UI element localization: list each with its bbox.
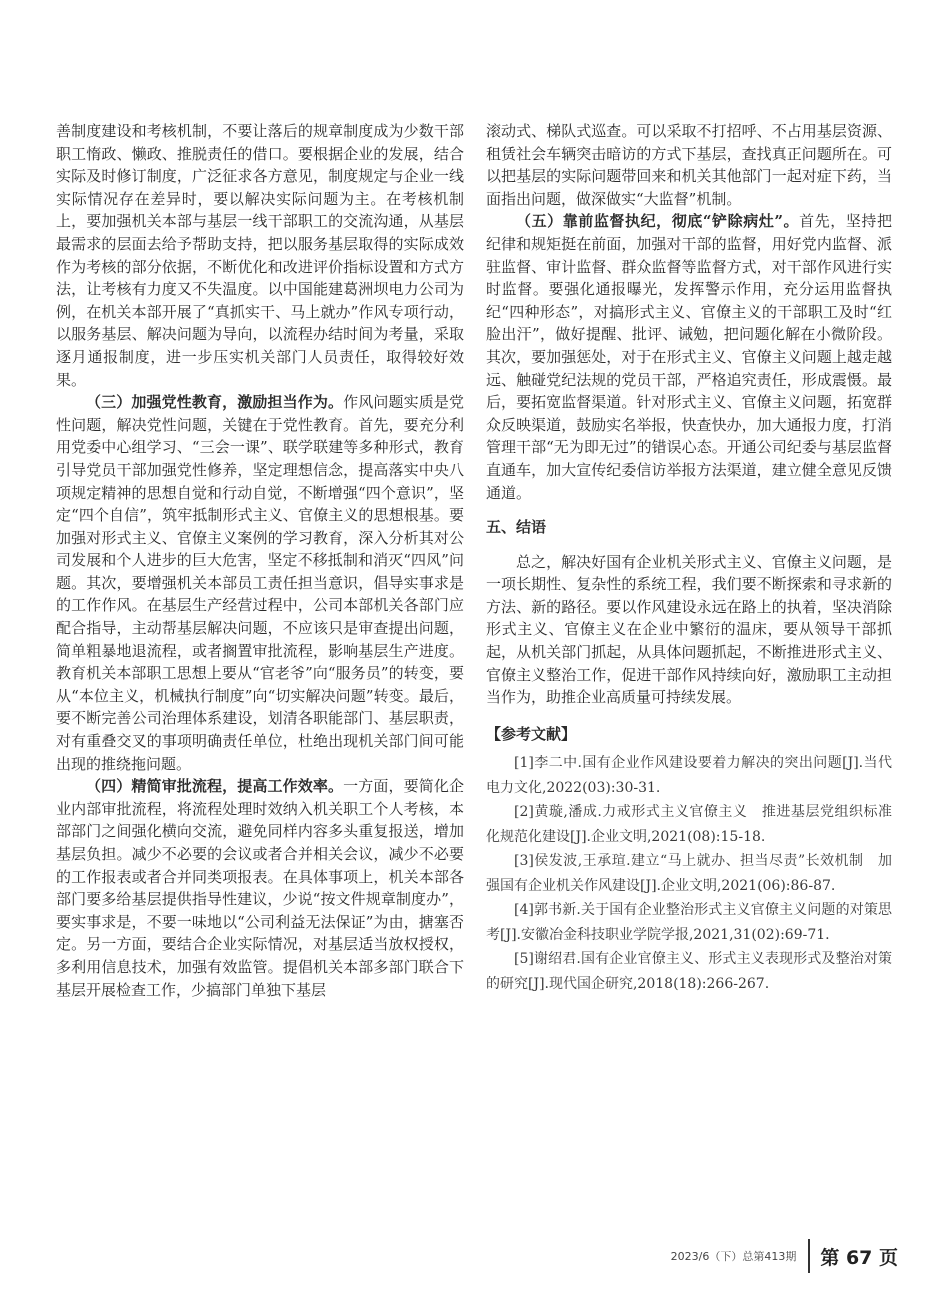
left-column	[56, 120, 464, 1001]
references-title: 【参考文献】	[486, 724, 577, 743]
reference-item: [3]侯发波,王承瑄.建立“马上就办、担当尽责”长效机制 加强国有企业机关作风建设[J].企业文明,2021(06):86-87.	[486, 853, 892, 894]
reference-item: [4]郭书新.关于国有企业整治形式主义官僚主义问题的对策思考[J].安徽冶金科技职业学院学报,2021,31(02):69-71.	[486, 902, 892, 943]
paragraph	[486, 210, 892, 504]
subsection-heading: （五）靠前监督执纪，彻底“铲除病灶”。	[516, 212, 800, 231]
paragraph-text: 善制度建设和考核机制，不要让落后的规章制度成为少数干部职工惰政、懒政、推脱责任的借口。要根据企业的发展，结合实际及时修订制度，广泛征求各方意见，制度规定与企业一线实际情况存在差异时，要以解决实际问题为主。在考核机制上，要加强机关本部与基层一线干部职工的交流沟通，从基层最需求的层面去给予帮助支持，把以服务基层取得的实际成效作为考核的部分依据，不断优化和改进评价指标设置和方式方法，让考核有力度又不失温度。以中国能建葛洲坝电力公司为例，在机关本部开展了“真抓实干、马上就办”作风专项行动，以服务基层、解决问题为导向，以流程办结时间为考量，采取逐月通报制度，进一步压实机关部门人员责任，取得较好效果。	[56, 122, 464, 389]
page-number: 第 67 页	[820, 1246, 898, 1269]
paragraph	[56, 391, 464, 775]
paragraph-text: 首先，坚持把纪律和规矩挺在前面，加强对干部的监督，用好党内监督、派驻监督、审计监督、群众监督等监督方式，对干部作风进行实时监督。要强化通报曝光，发挥警示作用，充分运用监督执纪“四种形态”，对搞形式主义、官僚主义的干部职工及时“红脸出汗”，做好提醒、批评、诫勉，把问题化解在小微阶段。其次，要加强惩处，对于在形式主义、官僚主义问题上越走越远、触碰党纪法规的党员干部，严格追究责任，形成震慑。最后，要拓宽监督渠道。针对形式主义、官僚主义问题，拓宽群众反映渠道，鼓励实名举报，快查快办，加大通报力度，打消管理干部“无为即无过”的错误心态。开通公司纪委与基层监督直通车，加大宣传纪委信访举报方法渠道，建立健全意见反馈通道。	[486, 212, 892, 502]
issue-info: 2023/6（下）总第413期	[670, 1250, 797, 1263]
paragraph-text: 一方面，要简化企业内部审批流程，将流程处理时效纳入机关职工个人考核，本部部门之间强化横向交流，避免同样内容多头重复报送，增加基层负担。减少不必要的会议或者合并相关会议，减少不必要的工作报表或者合并同类项报表。在具体事项上，机关本部各部门要多给基层提供指导性建议，少说“按文件规章制度办”，要实事求是，不要一味地以“公司利益无法保证”为由，搪塞否定。另一方面，要结合企业实际情况，对基层适当放权授权，多利用信息技术，加强有效监管。提倡机关本部多部门联合下基层开展检查工作，少搞部门单独下基层	[56, 777, 464, 999]
subsection-heading: （四）精简审批流程，提高工作效率。	[86, 777, 344, 796]
subsection-heading: （三）加强党性教育，激励担当作为。	[86, 393, 344, 412]
paragraph	[486, 120, 892, 210]
footer-divider	[808, 1239, 810, 1273]
right-column	[486, 120, 892, 996]
page-footer	[671, 1236, 898, 1276]
section-title: 五、结语	[486, 518, 547, 537]
reference-item: [5]谢绍君.国有企业官僚主义、形式主义表现形式及整治对策的研究[J].现代国企研究,2018(18):266-267.	[486, 951, 892, 992]
conclusion-paragraph: 总之，解决好国有企业机关形式主义、官僚主义问题，是一项长期性、复杂性的系统工程，我们要不断探索和寻求新的方法、新的路径。要以作风建设永远在路上的执着，坚决消除形式主义、官僚主义在企业中繁衍的温床，要从领导干部抓起，从机关部门抓起，从具体问题抓起，不断推进形式主义、官僚主义整治工作，促进干部作风持续向好，激励职工主动担当作为，助推企业高质量可持续发展。	[486, 552, 892, 707]
reference-item: [2]黄璇,潘成.力戒形式主义官僚主义 推进基层党组织标准化规范化建设[J].企业文明,2021(08):15-18.	[486, 804, 892, 845]
paragraph	[56, 775, 464, 1001]
reference-item: [1]李二中.国有企业作风建设要着力解决的突出问题[J].当代电力文化,2022(03):30-31.	[486, 755, 892, 796]
paragraph-text: 滚动式、梯队式巡查。可以采取不打招呼、不占用基层资源、租赁社会车辆突击暗访的方式下基层，查找真正问题所在。可以把基层的实际问题带回来和机关其他部门一起对症下药，当面指出问题，做深做实“大监督”机制。	[486, 122, 892, 208]
paragraph	[56, 120, 464, 391]
paragraph-text: 作风问题实质是党性问题，解决党性问题，关键在于党性教育。首先，要充分利用党委中心组学习、“三会一课”、联学联建等多种形式，教育引导党员干部加强党性修养，坚定理想信念，提高落实中央八项规定精神的思想自觉和行动自觉，不断增强“四个意识”，坚定“四个自信”，筑牢抵制形式主义、官僚主义的思想根基。要加强对形式主义、官僚主义案例的学习教育，深入分析其对公司发展和个人进步的巨大危害，坚定不移抵制和消灭“四风”问题。其次，要增强机关本部员工责任担当意识，倡导实事求是的工作作风。在基层生产经营过程中，公司本部机关各部门应配合指导，主动帮基层解决问题，不应该只是审查提出问题，简单粗暴地退流程，或者搁置审批流程，影响基层生产进度。教育机关本部职工思想上要从“官老爷”向“服务员”的转变，要从“本位主义，机械执行制度”向“切实解决问题”转变。最后，要不断完善公司治理体系建设，划清各职能部门、基层职责，对有重叠交叉的事项明确责任单位，杜绝出现机关部门间可能出现的推绕拖问题。	[56, 393, 464, 773]
